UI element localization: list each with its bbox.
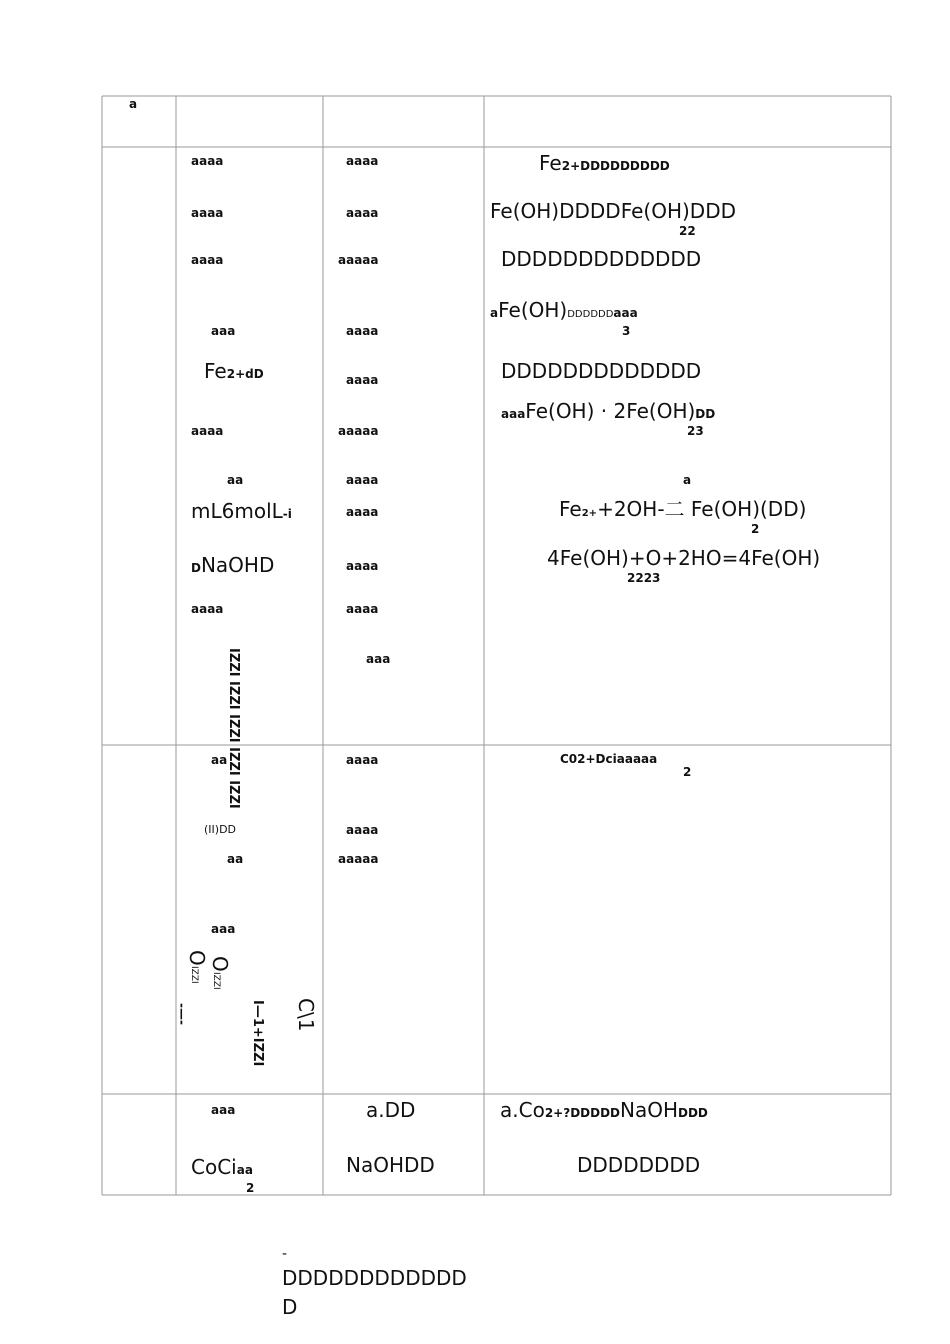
row1-col4-equation2: 4Fe(OH)+O+2HO=4Fe(OH) (547, 546, 821, 570)
row2-col2-text: aaa (211, 922, 236, 936)
row3-col3-text: NaOHDD (346, 1153, 435, 1177)
fe-sup: 2+dD (226, 367, 264, 381)
co-sup: 2+?DDDDD (544, 1106, 620, 1120)
row1-col2-text: aa (227, 473, 244, 487)
row1-col3-text: aaaa (346, 602, 379, 616)
naoh-main: NaOHD (200, 553, 275, 577)
row1-col4-line6 (501, 401, 715, 421)
row1-col3-text: aaaa (346, 505, 379, 519)
row2-col3-text: aaaa (346, 823, 379, 837)
row1-col3-text: aaaa (346, 473, 379, 487)
row3-col2-text: aaa (211, 1103, 236, 1117)
concentration-main: mL6molL (191, 499, 283, 523)
row2-col2-rotated: O (208, 956, 232, 972)
row1-col2-text: aaaa (191, 154, 224, 168)
line6-post: DD (695, 407, 716, 421)
row1-col4-equation1-sub: 2 (751, 522, 760, 536)
row2-col2-rotated: C\1 (294, 998, 318, 1032)
row1-col3-text: aaaaa (338, 253, 379, 267)
row2-col4-text: C02+Dciaaaaa (560, 752, 658, 766)
eq1-b: +2OH (597, 497, 658, 521)
row1-col3-text: aaaa (346, 324, 379, 338)
line4-main: Fe(OH) (498, 298, 568, 322)
line4-small: DDDDDD (567, 309, 614, 320)
row1-col4-line4 (490, 300, 638, 320)
row3-col3-text: a.DD (366, 1098, 416, 1122)
co-mid: NaOH (620, 1098, 678, 1122)
row1-col3-text: aaaa (346, 373, 379, 387)
row1-col4-equation2-sub: 2223 (627, 571, 661, 585)
naoh-pre: D (191, 561, 201, 575)
fe-main: Fe (204, 359, 227, 383)
row1-col2-rotated: IZZI IZZI IZZI IZZI IZZI (226, 648, 241, 809)
row3-col2-sub: 2 (246, 1181, 255, 1195)
row1-col3-text: aaaa (346, 559, 379, 573)
row2-col2-rotated: I—1+IZZI (250, 1000, 265, 1067)
row1-col2-concentration (191, 501, 292, 521)
row1-col2-text: aaaa (191, 602, 224, 616)
row1-col3-text: aaaa (346, 154, 379, 168)
row1-col4-line1 (539, 153, 670, 173)
row2-col2-rotated: IZZI (189, 966, 199, 984)
row2-col3-text: aaaa (346, 753, 379, 767)
row1-col4-marker: a (683, 473, 692, 487)
row1-col3-text: aaa (366, 652, 391, 666)
line6-pre: aaa (501, 407, 526, 421)
eq1-a: Fe (559, 497, 582, 521)
row2-col4-sub: 2 (683, 765, 692, 779)
header-cell-1: a (129, 97, 138, 111)
eq1-sup: 2+ (581, 508, 598, 519)
row3-col4-line1 (500, 1100, 708, 1120)
row1-col4-line2: Fe(OH)DDDDFe(OH)DDD (490, 199, 737, 223)
co-main: a.Co (500, 1098, 545, 1122)
row2-col2-rotated: IZZI (211, 972, 221, 990)
row1-col2-fe (204, 361, 264, 381)
row3-col2-cocl (191, 1157, 253, 1177)
row2-col2-text: aa (227, 852, 244, 866)
row1-col4-line4-sub: 3 (622, 324, 631, 338)
footer-line1: DDDDDDDDDDDD (282, 1266, 467, 1290)
row2-col2-rotated: -—- (175, 1003, 189, 1025)
row1-col4-line3: DDDDDDDDDDDDD (501, 247, 702, 271)
row2-col2-rotated: O (185, 950, 209, 966)
row1-col2-text: aaaa (191, 424, 224, 438)
cocl-main: CoCi (191, 1155, 237, 1179)
row2-col3-text: aaaaa (338, 852, 379, 866)
row1-col2-text: aaaa (191, 206, 224, 220)
row1-col2-naoh (191, 555, 274, 575)
line1-sup: 2+DDDDDDDDD (561, 159, 670, 173)
line6-main: Fe(OH) · 2Fe(OH) (525, 399, 696, 423)
co-post: DDD (678, 1106, 708, 1120)
footer-line2: D (282, 1295, 298, 1319)
footer-dash: - (282, 1246, 288, 1262)
row2-col2-text: (II)DD (204, 823, 237, 836)
row1-col2-text: aaa (211, 324, 236, 338)
cocl-bold: aa (236, 1163, 253, 1177)
eq1-c: -二 Fe(OH)(DD) (657, 497, 807, 521)
row3-col4-line2: DDDDDDDD (577, 1153, 701, 1177)
row1-col3-text: aaaaa (338, 424, 379, 438)
row1-col4-line5: DDDDDDDDDDDDD (501, 359, 702, 383)
row1-col2-text: aaaa (191, 253, 224, 267)
footer-text (282, 1244, 482, 1322)
line4-bold: aaa (613, 306, 638, 320)
row1-col4-line6-sub: 23 (687, 424, 704, 438)
line4-pre: a (490, 306, 499, 320)
concentration-sup: -i (282, 507, 292, 521)
row2-col2-text: aa (211, 753, 228, 767)
row1-col4-line2-sub: 22 (679, 224, 696, 238)
row1-col4-equation1 (559, 499, 806, 519)
row1-col3-text: aaaa (346, 206, 379, 220)
line1-main: Fe (539, 151, 562, 175)
